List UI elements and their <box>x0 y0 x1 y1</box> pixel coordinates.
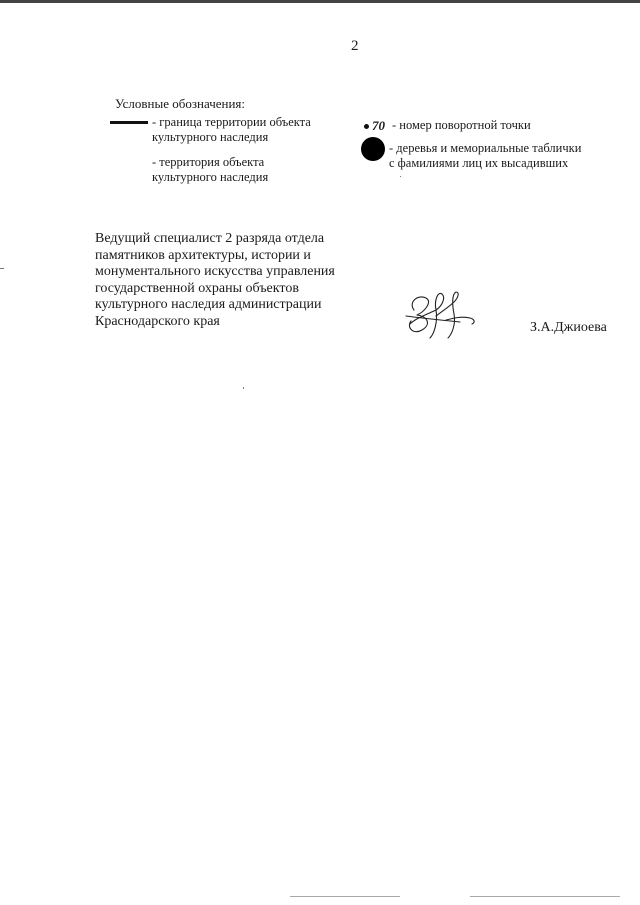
scan-mark <box>470 896 620 897</box>
turning-point-dot-icon <box>364 124 369 129</box>
legend-territory-text <box>152 155 268 185</box>
scan-mark <box>400 176 401 177</box>
handwritten-signature <box>400 288 480 342</box>
legend-boundary-text <box>152 115 311 145</box>
position-line-3: монументального искусства управления <box>95 264 335 279</box>
scan-mark <box>290 896 400 897</box>
turning-point-number: 70 <box>372 118 385 133</box>
legend-trees-line-2: с фамилиями лиц их высадивших <box>389 156 569 170</box>
scan-top-edge <box>0 0 640 3</box>
scan-mark <box>243 387 244 389</box>
legend-title: Условные обозначения: <box>115 96 246 111</box>
page-number: 2 <box>351 38 359 54</box>
signatory-position <box>95 231 335 330</box>
position-line-6: Краснодарского края <box>95 313 220 329</box>
legend-territory-line-1: - территория объекта <box>152 155 265 169</box>
tree-marker-icon <box>361 137 385 161</box>
turning-point-text: - номер поворотной точки <box>392 118 531 132</box>
legend-trees-text <box>389 141 581 171</box>
position-line-1: Ведущий специалист 2 разряда отдела <box>95 231 325 246</box>
legend-boundary-line-2: культурного наследия <box>152 130 269 144</box>
scan-mark <box>0 268 4 269</box>
position-line-4: государственной охраны объектов <box>95 280 299 296</box>
legend-boundary-line-1: - граница территории объекта <box>152 115 311 129</box>
signer-name: З.А.Джиоева <box>530 320 607 335</box>
position-line-2: памятников архитектуры, истории и <box>95 247 311 263</box>
legend-trees-line-1: - деревья и мемориальные таблички <box>389 141 582 155</box>
position-line-5: культурного наследия администрации <box>95 297 322 312</box>
legend-territory-line-2: культурного наследия <box>152 170 269 184</box>
boundary-line-symbol <box>110 121 148 124</box>
